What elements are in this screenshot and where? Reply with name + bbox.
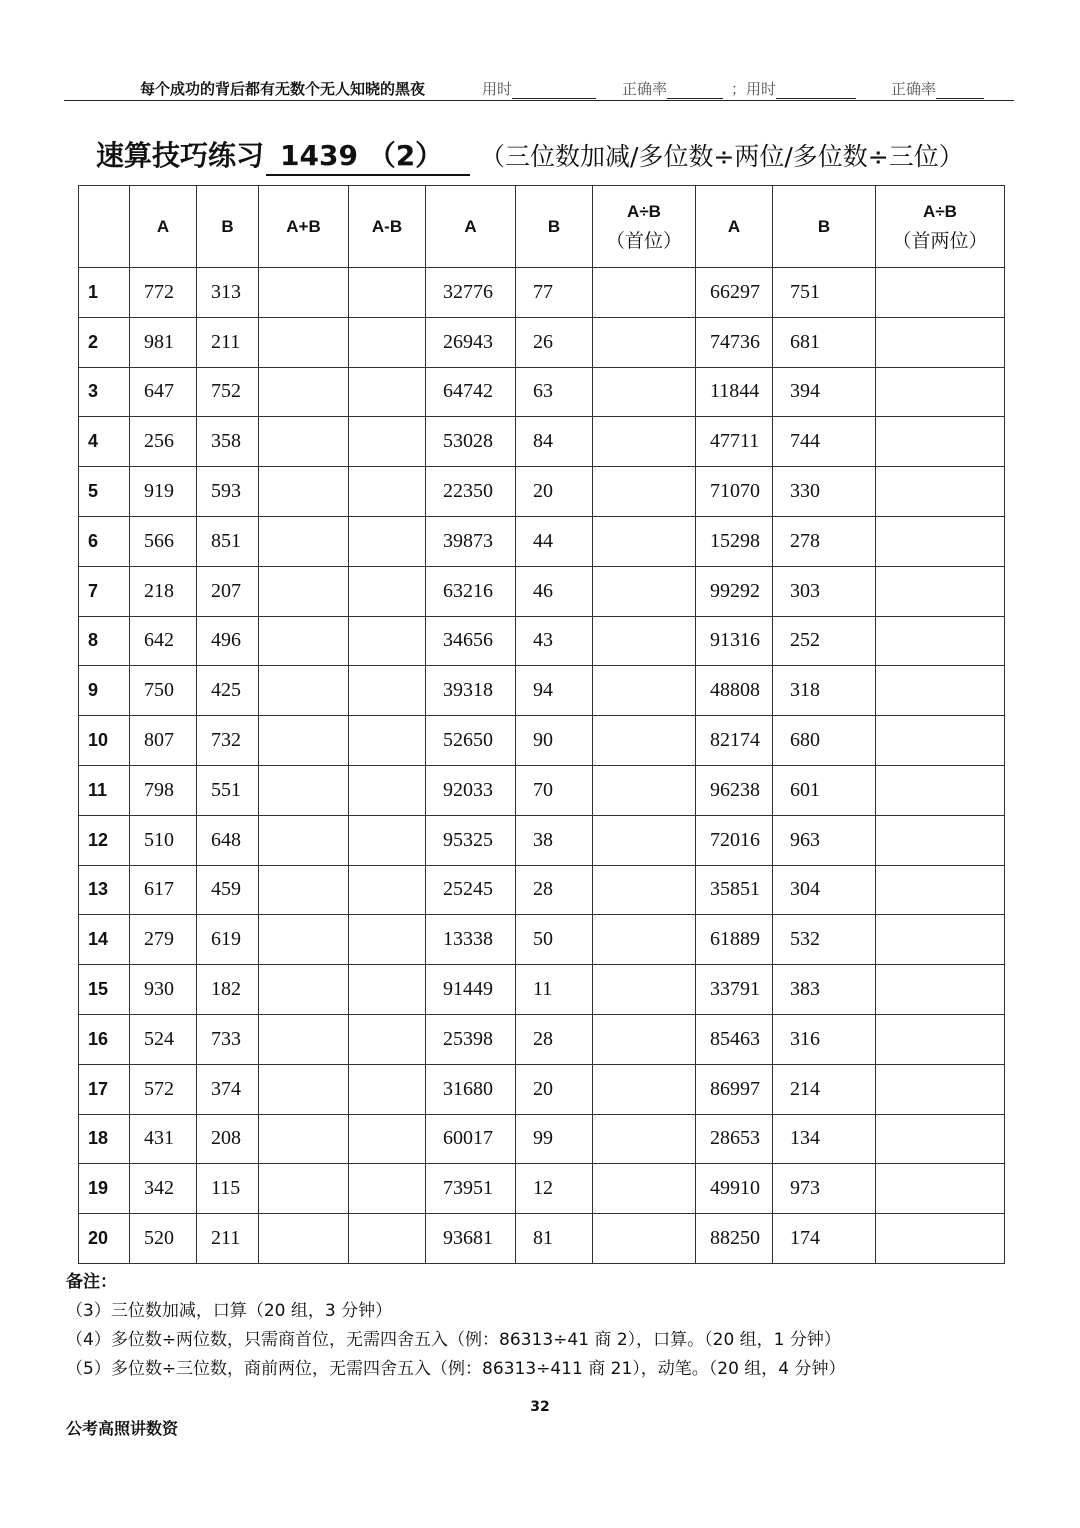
answer-quotient-two-cell[interactable]	[876, 1014, 1005, 1064]
column-header-label: B	[547, 216, 561, 236]
cell-a-add: 750	[130, 666, 197, 716]
cell-a-div2: 93681	[426, 1214, 516, 1264]
cell-b-div2: 81	[516, 1214, 593, 1264]
cell-b-div2: 90	[516, 716, 593, 766]
cell-a-add: 510	[130, 815, 197, 865]
cell-a-div2: 39318	[426, 666, 516, 716]
answer-diff-cell[interactable]	[349, 1114, 426, 1164]
cell-a-div3: 91316	[696, 616, 773, 666]
column-header	[516, 186, 593, 268]
table-row	[79, 516, 1005, 566]
table-row	[79, 666, 1005, 716]
answer-diff-cell[interactable]	[349, 268, 426, 318]
cell-b-add: 115	[197, 1164, 259, 1214]
cell-a-div2: 25398	[426, 1014, 516, 1064]
accuracy-label-1: 正确率	[622, 80, 668, 98]
table-row	[79, 317, 1005, 367]
notes-section	[66, 1268, 846, 1384]
answer-diff-cell[interactable]	[349, 417, 426, 467]
cell-b-div2: 44	[516, 516, 593, 566]
answer-quotient-first-cell[interactable]	[593, 1164, 696, 1214]
answer-diff-cell[interactable]	[349, 1164, 426, 1214]
answer-sum-cell[interactable]	[259, 915, 349, 965]
answer-quotient-two-cell[interactable]	[876, 915, 1005, 965]
accuracy-field-2	[891, 78, 984, 99]
note-line: （5）多位数÷三位数，商前两位，无需四舍五入（例：86313÷411 商 21），动笔。（20 组，4 分钟）	[66, 1359, 846, 1379]
answer-sum-cell[interactable]	[259, 417, 349, 467]
answer-quotient-first-cell[interactable]	[593, 367, 696, 417]
note-line: （4）多位数÷两位数，只需商首位，无需四舍五入（例：86313÷41 商 2），口算。（20 组，1 分钟）	[66, 1330, 841, 1350]
cell-b-div3: 383	[773, 965, 876, 1015]
column-header-label: A	[156, 216, 170, 236]
answer-sum-cell[interactable]	[259, 815, 349, 865]
answer-diff-cell[interactable]	[349, 1064, 426, 1114]
answer-quotient-first-cell[interactable]	[593, 666, 696, 716]
cell-a-div3: 74736	[696, 317, 773, 367]
answer-quotient-two-cell[interactable]	[876, 815, 1005, 865]
notes-heading: 备注：	[66, 1272, 117, 1292]
cell-a-div3: 66297	[696, 268, 773, 318]
cell-b-div3: 316	[773, 1014, 876, 1064]
column-header-label: A-B	[371, 216, 403, 236]
answer-quotient-two-cell[interactable]	[876, 1114, 1005, 1164]
cell-a-div2: 63216	[426, 566, 516, 616]
table-row	[79, 815, 1005, 865]
answer-sum-cell[interactable]	[259, 317, 349, 367]
cell-a-add: 930	[130, 965, 197, 1015]
title-main: 速算技巧练习	[96, 139, 265, 172]
table-row	[79, 1064, 1005, 1114]
answer-quotient-first-cell[interactable]	[593, 417, 696, 467]
column-header-label: A÷B	[923, 201, 957, 221]
column-header	[593, 186, 696, 268]
answer-quotient-two-cell[interactable]	[876, 865, 1005, 915]
column-header	[426, 186, 516, 268]
cell-a-add: 798	[130, 765, 197, 815]
table-row	[79, 467, 1005, 517]
cell-b-div3: 973	[773, 1164, 876, 1214]
time-field-1	[482, 78, 596, 99]
exercise-table	[78, 185, 1005, 1264]
column-header	[259, 186, 349, 268]
cell-a-div3: 33791	[696, 965, 773, 1015]
table-row	[79, 1014, 1005, 1064]
table-row	[79, 268, 1005, 318]
cell-a-div2: 52650	[426, 716, 516, 766]
cell-a-div2: 60017	[426, 1114, 516, 1164]
cell-b-div2: 26	[516, 317, 593, 367]
cell-a-div2: 26943	[426, 317, 516, 367]
cell-a-div3: 88250	[696, 1214, 773, 1264]
row-index: 13	[79, 865, 130, 915]
cell-b-add: 358	[197, 417, 259, 467]
cell-a-add: 919	[130, 467, 197, 517]
footer-text: 公考高照讲数资	[66, 1419, 179, 1438]
column-header-label: B	[221, 216, 234, 236]
answer-quotient-two-cell[interactable]	[876, 268, 1005, 318]
cell-b-add: 211	[197, 1214, 259, 1264]
cell-a-div2: 53028	[426, 417, 516, 467]
cell-a-div3: 82174	[696, 716, 773, 766]
column-header	[130, 186, 197, 268]
answer-quotient-first-cell[interactable]	[593, 566, 696, 616]
answer-quotient-two-cell[interactable]	[876, 467, 1005, 517]
cell-a-add: 807	[130, 716, 197, 766]
answer-diff-cell[interactable]	[349, 616, 426, 666]
answer-diff-cell[interactable]	[349, 666, 426, 716]
cell-a-div3: 48808	[696, 666, 773, 716]
cell-a-add: 617	[130, 865, 197, 915]
answer-quotient-two-cell[interactable]	[876, 1214, 1005, 1264]
header-motto: 每个成功的背后都有无数个无人知晓的黑夜	[140, 80, 426, 98]
cell-b-add: 733	[197, 1014, 259, 1064]
answer-quotient-first-cell[interactable]	[593, 268, 696, 318]
answer-diff-cell[interactable]	[349, 965, 426, 1015]
row-index: 16	[79, 1014, 130, 1064]
table-row	[79, 716, 1005, 766]
answer-diff-cell[interactable]	[349, 815, 426, 865]
answer-sum-cell[interactable]	[259, 367, 349, 417]
cell-a-div2: 25245	[426, 865, 516, 915]
cell-a-add: 772	[130, 268, 197, 318]
cell-a-div2: 64742	[426, 367, 516, 417]
answer-quotient-two-cell[interactable]	[876, 417, 1005, 467]
answer-sum-cell[interactable]	[259, 616, 349, 666]
table-row	[79, 915, 1005, 965]
row-index: 10	[79, 716, 130, 766]
cell-a-div3: 11844	[696, 367, 773, 417]
answer-sum-cell[interactable]	[259, 1214, 349, 1264]
cell-a-add: 566	[130, 516, 197, 566]
row-index: 11	[79, 765, 130, 815]
answer-sum-cell[interactable]	[259, 765, 349, 815]
cell-a-div3: 99292	[696, 566, 773, 616]
cell-a-add: 642	[130, 616, 197, 666]
header-separator: ；	[731, 80, 747, 98]
row-index: 2	[79, 317, 130, 367]
cell-b-add: 208	[197, 1114, 259, 1164]
cell-a-div3: 61889	[696, 915, 773, 965]
answer-sum-cell[interactable]	[259, 268, 349, 318]
row-index: 4	[79, 417, 130, 467]
cell-a-div2: 73951	[426, 1164, 516, 1214]
time-label-1: 用时	[482, 80, 513, 98]
cell-b-div2: 84	[516, 417, 593, 467]
answer-diff-cell[interactable]	[349, 467, 426, 517]
cell-b-div3: 532	[773, 915, 876, 965]
column-header-label: A	[464, 216, 477, 236]
answer-diff-cell[interactable]	[349, 865, 426, 915]
cell-b-div2: 11	[516, 965, 593, 1015]
cell-a-add: 431	[130, 1114, 197, 1164]
table-body	[79, 268, 1005, 1264]
answer-quotient-two-cell[interactable]	[876, 516, 1005, 566]
column-header	[696, 186, 773, 268]
cell-a-add: 647	[130, 367, 197, 417]
cell-a-div3: 72016	[696, 815, 773, 865]
table-row	[79, 765, 1005, 815]
cell-b-div2: 20	[516, 467, 593, 517]
row-index: 18	[79, 1114, 130, 1164]
row-index: 14	[79, 915, 130, 965]
answer-sum-cell[interactable]	[259, 666, 349, 716]
cell-b-add: 425	[197, 666, 259, 716]
cell-a-div2: 31680	[426, 1064, 516, 1114]
time-blank-1[interactable]	[512, 84, 596, 99]
table-header-row	[79, 186, 1005, 268]
answer-quotient-first-cell[interactable]	[593, 1014, 696, 1064]
cell-b-div2: 46	[516, 566, 593, 616]
accuracy-blank-1[interactable]	[667, 84, 723, 99]
answer-quotient-first-cell[interactable]	[593, 915, 696, 965]
cell-b-div2: 99	[516, 1114, 593, 1164]
cell-b-div3: 174	[773, 1214, 876, 1264]
column-header	[876, 186, 1005, 268]
answer-sum-cell[interactable]	[259, 1014, 349, 1064]
cell-a-add: 520	[130, 1214, 197, 1264]
column-header-label: B	[817, 216, 831, 236]
cell-b-div2: 20	[516, 1064, 593, 1114]
answer-quotient-two-cell[interactable]	[876, 1164, 1005, 1214]
cell-b-div3: 278	[773, 516, 876, 566]
answer-quotient-two-cell[interactable]	[876, 965, 1005, 1015]
table-row	[79, 865, 1005, 915]
answer-quotient-first-cell[interactable]	[593, 765, 696, 815]
answer-quotient-first-cell[interactable]	[593, 1114, 696, 1164]
answer-diff-cell[interactable]	[349, 716, 426, 766]
answer-quotient-first-cell[interactable]	[593, 965, 696, 1015]
cell-b-div2: 77	[516, 268, 593, 318]
cell-b-div3: 680	[773, 716, 876, 766]
page-number: 32	[530, 1399, 550, 1415]
cell-b-div2: 63	[516, 367, 593, 417]
cell-b-div3: 751	[773, 268, 876, 318]
answer-quotient-first-cell[interactable]	[593, 1064, 696, 1114]
cell-a-div3: 28653	[696, 1114, 773, 1164]
cell-a-add: 218	[130, 566, 197, 616]
row-index: 17	[79, 1064, 130, 1114]
cell-a-div2: 91449	[426, 965, 516, 1015]
cell-b-div2: 94	[516, 666, 593, 716]
cell-a-add: 342	[130, 1164, 197, 1214]
answer-quotient-two-cell[interactable]	[876, 765, 1005, 815]
row-index: 6	[79, 516, 130, 566]
row-index: 1	[79, 268, 130, 318]
cell-b-add: 732	[197, 716, 259, 766]
cell-b-div2: 70	[516, 765, 593, 815]
cell-a-add: 256	[130, 417, 197, 467]
cell-b-div3: 252	[773, 616, 876, 666]
cell-b-div2: 28	[516, 865, 593, 915]
cell-b-add: 593	[197, 467, 259, 517]
answer-sum-cell[interactable]	[259, 1064, 349, 1114]
cell-b-add: 313	[197, 268, 259, 318]
cell-b-add: 551	[197, 765, 259, 815]
cell-b-add: 851	[197, 516, 259, 566]
answer-quotient-two-cell[interactable]	[876, 666, 1005, 716]
cell-a-div3: 96238	[696, 765, 773, 815]
answer-quotient-first-cell[interactable]	[593, 1214, 696, 1264]
title-description: （三位数加减/多位数÷两位/多位数÷三位）	[480, 142, 964, 171]
row-index: 8	[79, 616, 130, 666]
cell-b-add: 648	[197, 815, 259, 865]
cell-b-div3: 134	[773, 1114, 876, 1164]
answer-diff-cell[interactable]	[349, 765, 426, 815]
cell-a-div3: 49910	[696, 1164, 773, 1214]
cell-a-div2: 22350	[426, 467, 516, 517]
cell-a-div2: 34656	[426, 616, 516, 666]
cell-a-div2: 32776	[426, 268, 516, 318]
answer-quotient-two-cell[interactable]	[876, 367, 1005, 417]
answer-diff-cell[interactable]	[349, 1214, 426, 1264]
cell-b-add: 207	[197, 566, 259, 616]
column-header	[79, 186, 130, 268]
answer-quotient-first-cell[interactable]	[593, 815, 696, 865]
answer-diff-cell[interactable]	[349, 317, 426, 367]
cell-b-div2: 50	[516, 915, 593, 965]
answer-quotient-two-cell[interactable]	[876, 716, 1005, 766]
row-index: 19	[79, 1164, 130, 1214]
accuracy-blank-2[interactable]	[936, 84, 984, 99]
answer-sum-cell[interactable]	[259, 716, 349, 766]
cell-b-add: 752	[197, 367, 259, 417]
table-row	[79, 417, 1005, 467]
row-index: 7	[79, 566, 130, 616]
answer-diff-cell[interactable]	[349, 1014, 426, 1064]
cell-b-add: 459	[197, 865, 259, 915]
table-row	[79, 1164, 1005, 1214]
answer-sum-cell[interactable]	[259, 865, 349, 915]
cell-b-add: 182	[197, 965, 259, 1015]
answer-quotient-two-cell[interactable]	[876, 616, 1005, 666]
answer-quotient-first-cell[interactable]	[593, 616, 696, 666]
answer-diff-cell[interactable]	[349, 516, 426, 566]
table-row	[79, 1114, 1005, 1164]
table-row	[79, 616, 1005, 666]
cell-a-add: 572	[130, 1064, 197, 1114]
answer-diff-cell[interactable]	[349, 915, 426, 965]
answer-sum-cell[interactable]	[259, 1114, 349, 1164]
cell-a-add: 981	[130, 317, 197, 367]
row-index: 20	[79, 1214, 130, 1264]
answer-quotient-two-cell[interactable]	[876, 317, 1005, 367]
table-row	[79, 1214, 1005, 1264]
row-index: 15	[79, 965, 130, 1015]
answer-quotient-first-cell[interactable]	[593, 467, 696, 517]
answer-quotient-first-cell[interactable]	[593, 716, 696, 766]
answer-diff-cell[interactable]	[349, 566, 426, 616]
answer-sum-cell[interactable]	[259, 566, 349, 616]
page-header	[64, 78, 1014, 101]
cell-a-add: 524	[130, 1014, 197, 1064]
answer-diff-cell[interactable]	[349, 367, 426, 417]
cell-b-div2: 43	[516, 616, 593, 666]
column-header	[197, 186, 259, 268]
answer-quotient-two-cell[interactable]	[876, 566, 1005, 616]
time-blank-2[interactable]	[776, 84, 856, 99]
cell-a-div3: 85463	[696, 1014, 773, 1064]
cell-a-div3: 35851	[696, 865, 773, 915]
table-row	[79, 965, 1005, 1015]
cell-b-div2: 12	[516, 1164, 593, 1214]
cell-b-div3: 963	[773, 815, 876, 865]
column-header	[349, 186, 426, 268]
cell-b-div3: 601	[773, 765, 876, 815]
cell-a-div3: 15298	[696, 516, 773, 566]
answer-quotient-two-cell[interactable]	[876, 1064, 1005, 1114]
time-field-2	[731, 78, 856, 99]
answer-sum-cell[interactable]	[259, 1164, 349, 1214]
title-number: 1439 （2）	[266, 134, 470, 176]
cell-b-add: 211	[197, 317, 259, 367]
answer-quotient-first-cell[interactable]	[593, 865, 696, 915]
table-row	[79, 367, 1005, 417]
cell-a-div3: 47711	[696, 417, 773, 467]
answer-sum-cell[interactable]	[259, 467, 349, 517]
column-header	[773, 186, 876, 268]
cell-b-div3: 303	[773, 566, 876, 616]
answer-quotient-first-cell[interactable]	[593, 317, 696, 367]
cell-b-div3: 744	[773, 417, 876, 467]
cell-a-div2: 95325	[426, 815, 516, 865]
accuracy-label-2: 正确率	[891, 80, 937, 98]
cell-b-add: 496	[197, 616, 259, 666]
row-index: 9	[79, 666, 130, 716]
cell-a-div2: 92033	[426, 765, 516, 815]
cell-b-div3: 681	[773, 317, 876, 367]
cell-b-div3: 214	[773, 1064, 876, 1114]
cell-a-div3: 86997	[696, 1064, 773, 1114]
cell-a-div2: 13338	[426, 915, 516, 965]
cell-b-div2: 38	[516, 815, 593, 865]
cell-a-div3: 71070	[696, 467, 773, 517]
cell-b-div3: 318	[773, 666, 876, 716]
column-header-label: A+B	[286, 216, 321, 236]
column-header-sub: （首位）	[605, 230, 682, 252]
accuracy-field-1	[622, 78, 723, 99]
cell-b-div3: 394	[773, 367, 876, 417]
row-index: 5	[79, 467, 130, 517]
table-row	[79, 566, 1005, 616]
answer-quotient-first-cell[interactable]	[593, 516, 696, 566]
row-index: 3	[79, 367, 130, 417]
column-header-label: A÷B	[627, 201, 661, 221]
cell-a-add: 279	[130, 915, 197, 965]
cell-b-add: 374	[197, 1064, 259, 1114]
cell-b-add: 619	[197, 915, 259, 965]
cell-b-div3: 304	[773, 865, 876, 915]
row-index: 12	[79, 815, 130, 865]
column-header-sub: （首两位）	[892, 230, 988, 252]
column-header-label: A	[727, 216, 741, 236]
page-title	[96, 134, 964, 176]
note-line: （3）三位数加减，口算（20 组，3 分钟）	[66, 1301, 393, 1321]
cell-a-div2: 39873	[426, 516, 516, 566]
time-label-2: 用时	[746, 80, 777, 98]
answer-sum-cell[interactable]	[259, 965, 349, 1015]
answer-sum-cell[interactable]	[259, 516, 349, 566]
cell-b-div3: 330	[773, 467, 876, 517]
cell-b-div2: 28	[516, 1014, 593, 1064]
